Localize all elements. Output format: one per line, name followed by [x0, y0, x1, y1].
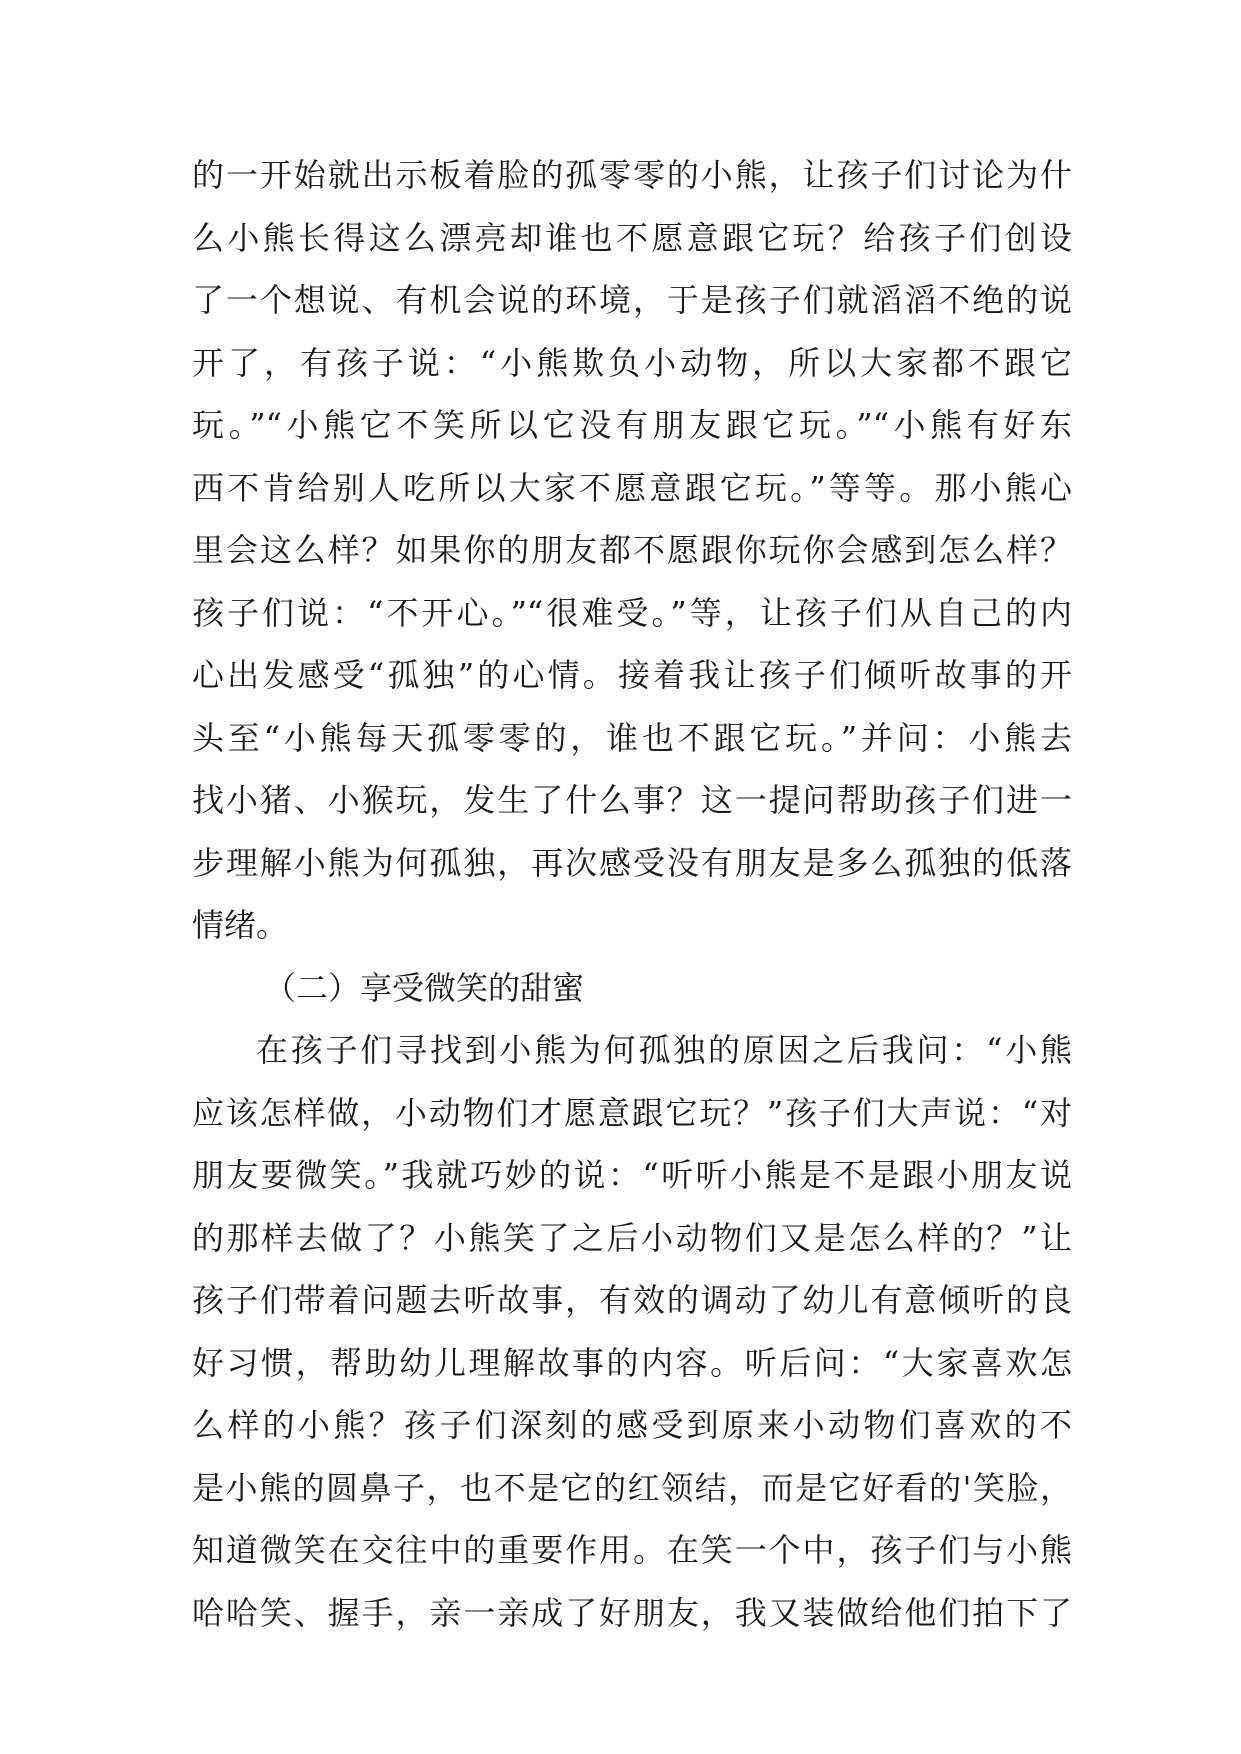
text-line: 哈哈笑、握手，亲一亲成了好朋友，我又装做给他们拍下了 — [192, 1593, 1072, 1632]
text-line: 头至“小熊每天孤零零的，谁也不跟它玩。”并问：小熊去 — [192, 718, 1072, 757]
text-line: 西不肯给别人吃所以大家不愿意跟它玩。”等等。那小熊心 — [192, 468, 1072, 507]
document-body — [192, 144, 1072, 1644]
text-line: 开了，有孩子说：“小熊欺负小动物，所以大家都不跟它 — [192, 343, 1072, 382]
text-line: 好习惯，帮助幼儿理解故事的内容。听后问：“大家喜欢怎 — [192, 1343, 1072, 1382]
text-line: 么小熊长得这么漂亮却谁也不愿意跟它玩？给孩子们创设 — [192, 218, 1072, 257]
text-line: 在孩子们寻找到小熊为何孤独的原因之后我问：“小熊 — [256, 1031, 1072, 1069]
paragraph-2 — [192, 1019, 1072, 1644]
text-line: 么样的小熊？孩子们深刻的感受到原来小动物们喜欢的不 — [192, 1406, 1072, 1444]
text-line: 孩子们说：“不开心。”“很难受。”等，让孩子们从自己的内 — [192, 593, 1072, 632]
text-line: 里会这么样？如果你的朋友都不愿跟你玩你会感到怎么样？ — [192, 531, 1072, 569]
text-line: 步理解小熊为何孤独，再次感受没有朋友是多么孤独的低落 — [192, 843, 1072, 882]
text-line: 玩。”“小熊它不笑所以它没有朋友跟它玩。”“小熊有好东 — [192, 406, 1072, 444]
text-line: 知道微笑在交往中的重要作用。在笑一个中，孩子们与小熊 — [192, 1531, 1072, 1569]
text-line: 的那样去做了？小熊笑了之后小动物们又是怎么样的？”让 — [192, 1218, 1072, 1257]
text-line: 找小猪、小猴玩，发生了什么事？这一提问帮助孩子们进一 — [192, 781, 1072, 819]
section-heading: （二）享受微笑的甜蜜 — [264, 968, 585, 1007]
text-line: 孩子们带着问题去听故事，有效的调动了幼儿有意倾听的良 — [192, 1281, 1072, 1319]
paragraph-1 — [192, 144, 1072, 957]
text-line: 情绪。 — [192, 906, 289, 944]
text-line: 的一开始就出示板着脸的孤零零的小熊，让孩子们讨论为什 — [192, 156, 1072, 194]
text-line: 应该怎样做，小动物们才愿意跟它玩？”孩子们大声说：“对 — [192, 1093, 1072, 1132]
text-line: 心出发感受“孤独”的心情。接着我让孩子们倾听故事的开 — [192, 656, 1072, 694]
text-line: 是小熊的圆鼻子，也不是它的红领结，而是它好看的'笑脸， — [192, 1468, 1072, 1507]
text-line: 朋友要微笑。”我就巧妙的说：“听听小熊是不是跟小朋友说 — [192, 1156, 1072, 1194]
text-line: 了一个想说、有机会说的环境，于是孩子们就滔滔不绝的说 — [192, 281, 1072, 319]
